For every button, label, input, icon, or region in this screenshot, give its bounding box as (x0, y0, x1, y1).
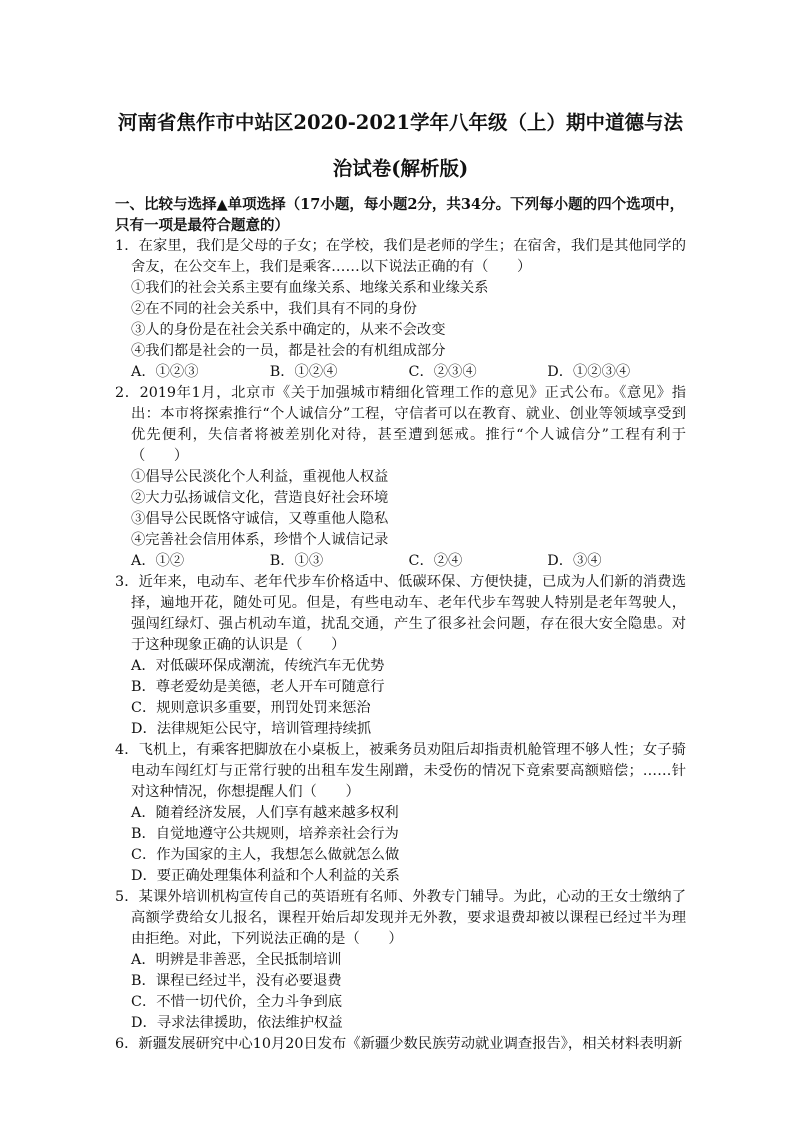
option-d: D．寻求法律援助，依法维护权益 (131, 1015, 343, 1031)
statement: ③倡导公民既恪守诚信，又尊重他人隐私 (131, 511, 389, 527)
question-4 (115, 740, 686, 887)
answer-choices (115, 551, 686, 572)
question-6 (115, 1034, 686, 1055)
question-stem: 1．在家里，我们是父母的子女；在学校，我们是老师的学生；在宿舍，我们是其他同学的舍友，在公交车上，我们是乘客……以下说法正确的有（ ） (115, 238, 686, 275)
statement: ①我们的社会关系主要有血缘关系、地缘关系和业缘关系 (131, 280, 489, 296)
section-heading: 一、比较与选择▲单项选择（17小题，每小题2分，共34分。下列每小题的四个选项中，只有一项是最符合题意的） (115, 196, 685, 234)
statement: ①倡导公民淡化个人利益，重视他人权益 (131, 469, 389, 485)
option-c: C．作为国家的主人，我想怎么做就怎么做 (131, 847, 400, 863)
choice-c: C．②③④ (408, 364, 477, 380)
question-stem: 4．飞机上，有乘客把脚放在小桌板上，被乘务员劝阻后却指责机舱管理不够人性；女子骑电动车闯红灯与正常行驶的出租车发生剐蹭，未受伤的情况下竟索要高额赔偿；……针对这种情况，你想提醒人们（ ） (115, 742, 686, 800)
option-d: D．法律规矩公民守，培训管理持续抓 (131, 721, 372, 737)
question-stem: 3．近年来，电动车、老年代步车价格适中、低碳环保、方便快捷，已成为人们新的消费选择，遍地开花，随处可见。但是，有些电动车、老年代步车驾驶人特别是老年驾驶人，强闯红绿灯、强占机动车道，扰乱交通，产生了很多社会问题，存在很大安全隐患。对于这种现象正确的认识是（ ） (115, 574, 686, 653)
choice-d: D．③④ (547, 553, 602, 569)
choice-a: A．①②③ (131, 364, 199, 380)
option-b: B．课程已经过半，没有必要退费 (131, 973, 342, 989)
document-title-line1: 河南省焦作市中站区2020-2021学年八年级（上）期中道德与法 (117, 111, 684, 134)
question-stem: 5．某课外培训机构宣传自己的英语班有名师、外教专门辅导。为此，心动的王女士缴纳了高额学费给女儿报名，课程开始后却发现并无外教，要求退费却被以课程已经过半为理由拒绝。对此，下列说法正确的是（ ） (115, 889, 686, 947)
statement: ②大力弘扬诚信文化，营造良好社会环境 (131, 490, 389, 506)
statement: ④我们都是社会的一员，都是社会的有机组成部分 (131, 343, 446, 359)
option-a: A．明辨是非善恶，全民抵制培训 (131, 952, 342, 968)
option-c: C．规则意识多重要，刑罚处罚来惩治 (131, 700, 371, 716)
statement: ②在不同的社会关系中，我们具有不同的身份 (131, 301, 417, 317)
option-d: D．要正确处理集体利益和个人利益的关系 (131, 868, 400, 884)
choice-d: D．①②③④ (547, 364, 631, 380)
document-title-line2: 治试卷(解析版) (332, 157, 469, 180)
question-stem: 2．2019年1月，北京市《关于加强城市精细化管理工作的意见》正式公布。《意见》指出：本市将探索推行“个人诚信分”工程，守信者可以在教育、就业、创业等领域享受到优先便利，失信者将被差别化对待，甚至遭到惩戒。推行“个人诚信分”工程有利于（ ） (115, 385, 686, 464)
option-b: B．自觉地遵守公共规则，培养亲社会行为 (131, 826, 399, 842)
statement: ④完善社会信用体系，珍惜个人诚信记录 (131, 532, 389, 548)
question-1 (115, 236, 686, 383)
choice-b: B．①③ (269, 553, 324, 569)
choice-b: B．①②④ (269, 364, 338, 380)
question-2 (115, 383, 686, 572)
statement: ③人的身份是在社会关系中确定的，从来不会改变 (131, 322, 446, 338)
question-stem: 6．新疆发展研究中心10月20日发布《新疆少数民族劳动就业调查报告》，相关材料表明新 (115, 1036, 683, 1052)
choice-c: C．②④ (408, 553, 463, 569)
option-b: B．尊老爱幼是美德，老人开车可随意行 (131, 679, 385, 695)
question-5 (115, 887, 686, 1034)
question-3 (115, 572, 686, 740)
choice-a: A．①② (131, 553, 185, 569)
option-c: C．不惜一切代价，全力斗争到底 (131, 994, 343, 1010)
answer-choices (115, 362, 686, 383)
option-a: A．随着经济发展，人们享有越来越多权利 (131, 805, 399, 821)
option-a: A．对低碳环保成潮流，传统汽车无优势 (131, 658, 385, 674)
